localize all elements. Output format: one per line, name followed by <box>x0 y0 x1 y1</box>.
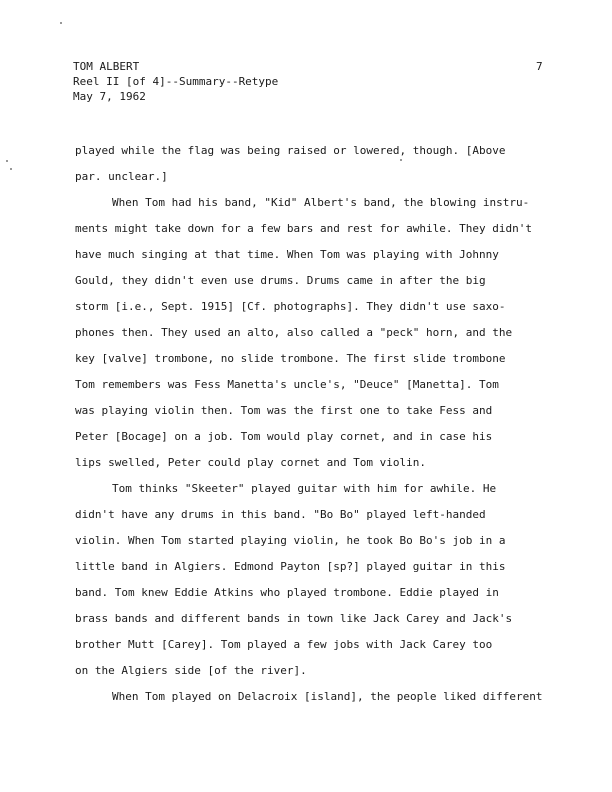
text-line: brass bands and different bands in town like Jack Carey and Jack's <box>75 612 513 625</box>
text-line: storm [i.e., Sept. 1915] [Cf. photographs]. They didn't use saxo- <box>75 300 506 313</box>
scan-speck <box>6 160 8 162</box>
text-line: When Tom had his band, "Kid" Albert's band, the blowing instru- <box>112 196 530 209</box>
transcript-body <box>75 143 595 715</box>
text-line: little band in Algiers. Edmond Payton [sp?] played guitar in this <box>75 560 506 573</box>
text-line: Gould, they didn't even use drums. Drums came in after the big <box>75 274 486 287</box>
scan-speck <box>400 159 402 161</box>
text-line: When Tom played on Delacroix [island], the people liked different <box>112 690 543 703</box>
text-line: lips swelled, Peter could play cornet and Tom violin. <box>75 456 426 469</box>
text-line: was playing violin then. Tom was the first one to take Fess and <box>75 404 493 417</box>
text-line: band. Tom knew Eddie Atkins who played trombone. Eddie played in <box>75 586 499 599</box>
text-line: have much singing at that time. When Tom was playing with Johnny <box>75 248 499 261</box>
document-header <box>73 59 278 104</box>
text-line: played while the flag was being raised or lowered, though. [Above <box>75 144 506 157</box>
scan-speck <box>10 168 12 170</box>
scan-speck <box>60 22 62 24</box>
text-line: Tom remembers was Fess Manetta's uncle's, "Deuce" [Manetta]. Tom <box>75 378 499 391</box>
reel-info: Reel II [of 4]--Summary--Retype <box>73 75 279 88</box>
text-line: Tom thinks "Skeeter" played guitar with him for awhile. He <box>112 482 497 495</box>
text-line: brother Mutt [Carey]. Tom played a few jobs with Jack Carey too <box>75 638 493 651</box>
text-line: par. unclear.] <box>75 170 168 183</box>
interview-date: May 7, 1962 <box>73 90 146 103</box>
text-line: key [valve] trombone, no slide trombone. The first slide trombone <box>75 352 506 365</box>
text-line: on the Algiers side [of the river]. <box>75 664 307 677</box>
interviewee-name: TOM ALBERT <box>73 60 140 73</box>
text-line: phones then. They used an alto, also called a "peck" horn, and the <box>75 326 513 339</box>
text-line: Peter [Bocage] on a job. Tom would play cornet, and in case his <box>75 430 493 443</box>
text-line: didn't have any drums in this band. "Bo Bo" played left-handed <box>75 508 486 521</box>
page-number: 7 <box>536 60 543 73</box>
text-line: violin. When Tom started playing violin, he took Bo Bo's job in a <box>75 534 506 547</box>
text-line: ments might take down for a few bars and rest for awhile. They didn't <box>75 222 532 235</box>
